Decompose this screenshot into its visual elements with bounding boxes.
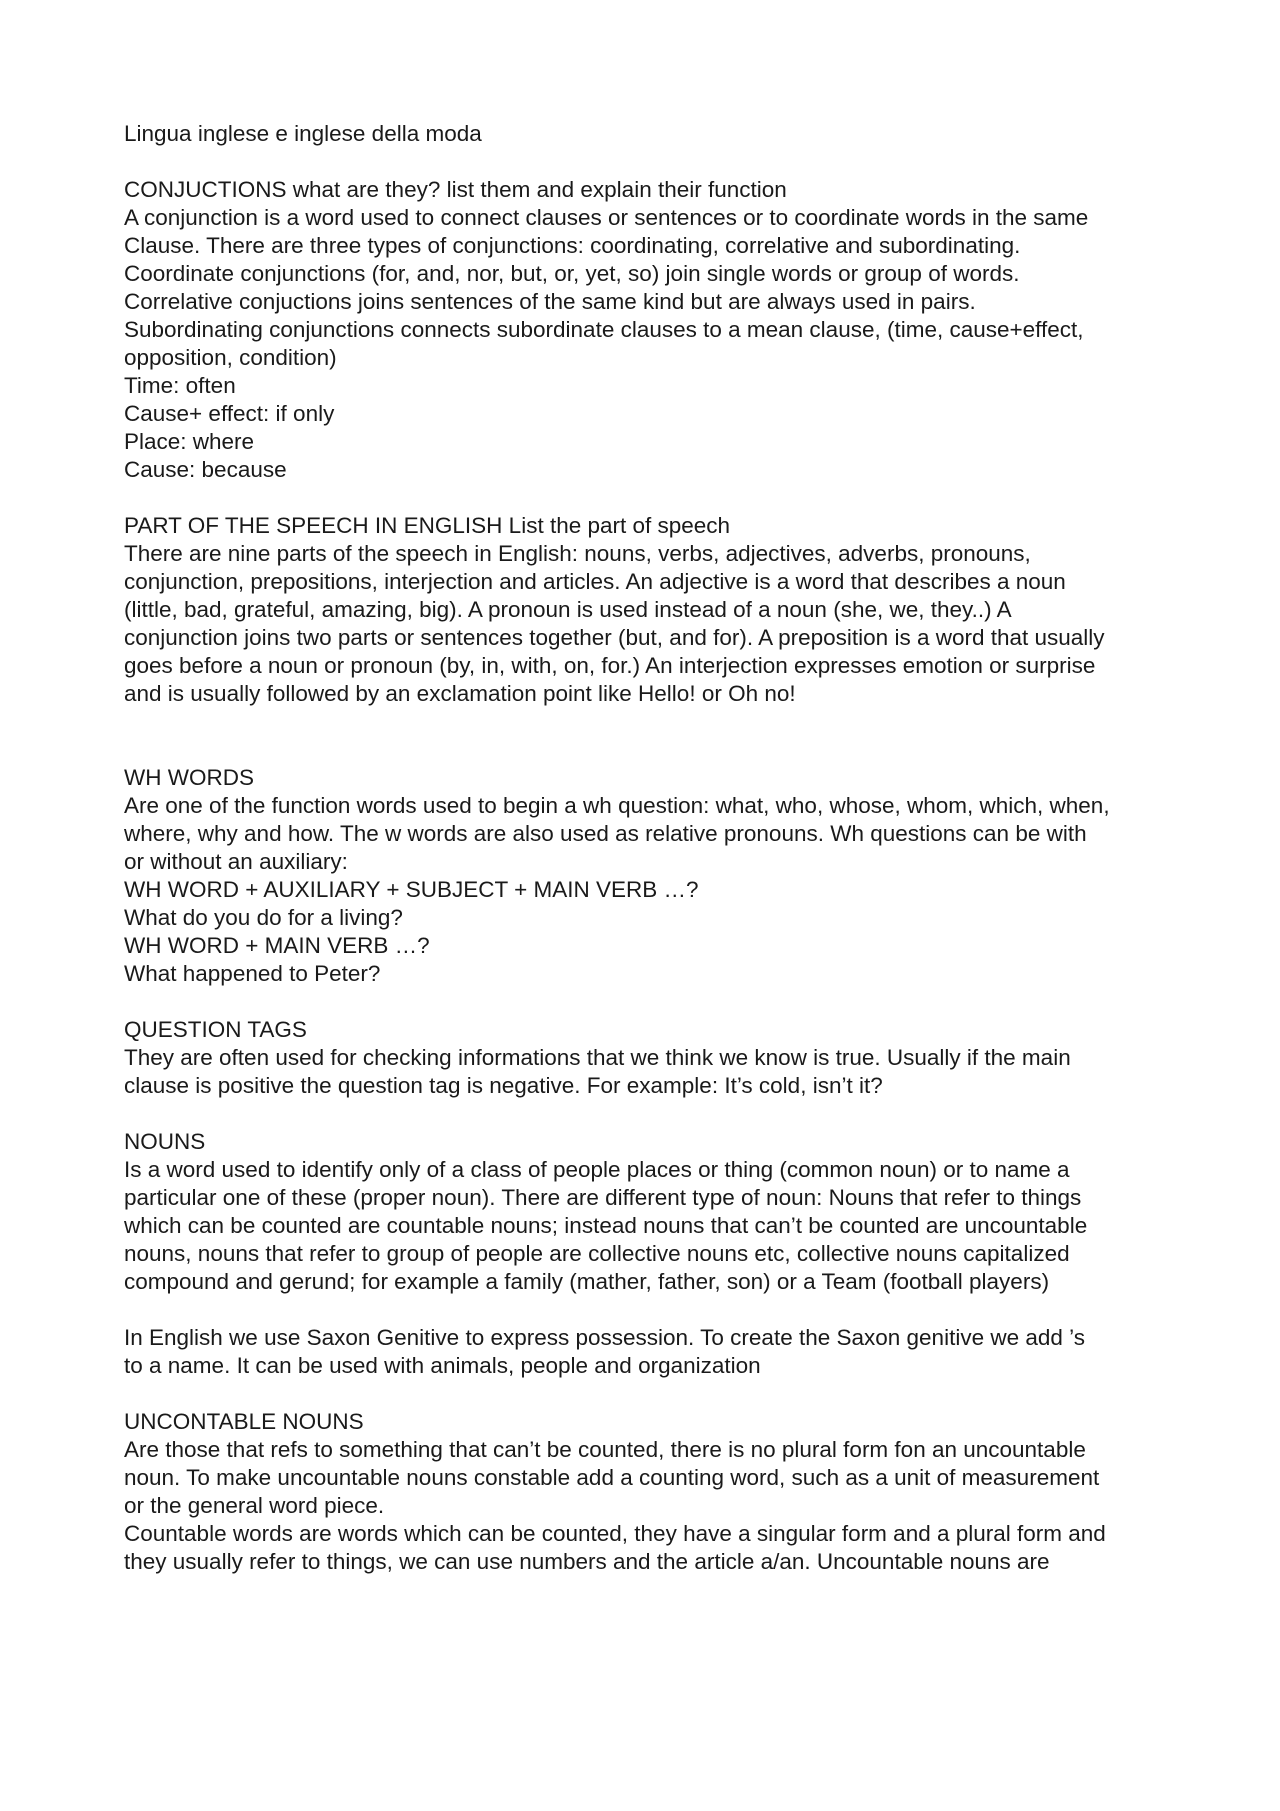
text-line: and is usually followed by an exclamation point like Hello! or Oh no! [124,681,796,706]
spacer [124,988,1169,1016]
text-line: goes before a noun or pronoun (by, in, with, on, for.) An interjection expresses emotion or surprise [124,653,1096,678]
text-line: compound and gerund; for example a family (mather, father, son) or a Team (football players) [124,1269,1050,1294]
text-line: noun. To make uncountable nouns constable add a counting word, such as a unit of measurement [124,1465,1100,1490]
spacer [124,708,1169,764]
text-line: conjunction, prepositions, interjection and articles. An adjective is a word that describes a noun [124,569,1066,594]
text-line: nouns, nouns that refer to group of people are collective nouns etc, collective nouns capitalized [124,1241,1070,1266]
text-line: or the general word piece. [124,1493,385,1518]
text-line: particular one of these (proper noun). There are different type of noun: Nouns that refer to things [124,1185,1082,1210]
section-heading: WH WORDS [124,765,254,790]
text-line: Are one of the function words used to begin a wh question: what, who, whose, whom, which, when, [124,793,1110,818]
spacer [124,484,1169,512]
text-line: WH WORD + AUXILIARY + SUBJECT + MAIN VERB …? [124,877,699,902]
text-line: Clause. There are three types of conjunctions: coordinating, correlative and subordinating. [124,233,1021,258]
section-nouns [124,1128,1169,1296]
text-line: Subordinating conjunctions connects subordinate clauses to a mean clause, (time, cause+effect, [124,317,1084,342]
text-line: A conjunction is a word used to connect clauses or sentences or to coordinate words in the same [124,205,1089,230]
text-line: Cause: because [124,457,287,482]
text-line: Correlative conjuctions joins sentences of the same kind but are always used in pairs. [124,289,976,314]
text-line: There are nine parts of the speech in English: nouns, verbs, adjectives, adverbs, pronouns, [124,541,1031,566]
text-line: to a name. It can be used with animals, people and organization [124,1353,761,1378]
text-line: or without an auxiliary: [124,849,348,874]
document-title: Lingua inglese e inglese della moda [124,121,482,146]
text-line: opposition, condition) [124,345,337,370]
text-line: they usually refer to things, we can use numbers and the article a/an. Uncountable nouns are [124,1549,1050,1574]
section-parts-of-speech [124,512,1169,708]
text-line: In English we use Saxon Genitive to express possession. To create the Saxon genitive we add ’s [124,1325,1085,1350]
text-line: Is a word used to identify only of a class of people places or thing (common noun) or to name a [124,1157,1070,1182]
text-line: Coordinate conjunctions (for, and, nor, but, or, yet, so) join single words or group of words. [124,261,1020,286]
section-heading: PART OF THE SPEECH IN ENGLISH List the part of speech [124,513,731,538]
section-wh-words [124,764,1169,988]
text-line: WH WORD + MAIN VERB …? [124,933,430,958]
section-heading: CONJUCTIONS what are they? list them and explain their function [124,177,787,202]
text-line: which can be counted are countable nouns; instead nouns that can’t be counted are uncountable [124,1213,1088,1238]
text-line: conjunction joins two parts or sentences together (but, and for). A preposition is a word that usually [124,625,1105,650]
section-question-tags [124,1016,1169,1100]
text-line: Countable words are words which can be counted, they have a singular form and a plural form and [124,1521,1106,1546]
spacer [124,1100,1169,1128]
text-line: What happened to Peter? [124,961,381,986]
text-line: where, why and how. The w words are also used as relative pronouns. Wh questions can be with [124,821,1087,846]
text-line: Cause+ effect: if only [124,401,335,426]
spacer [124,1296,1169,1324]
section-conjunctions [124,176,1169,484]
section-heading: UNCONTABLE NOUNS [124,1409,364,1434]
section-uncountable-nouns [124,1408,1169,1576]
section-heading: QUESTION TAGS [124,1017,307,1042]
spacer [124,1380,1169,1408]
section-saxon-genitive [124,1324,1169,1380]
document-page [124,120,1169,1576]
text-line: Are those that refs to something that can’t be counted, there is no plural form fon an uncountable [124,1437,1086,1462]
text-line: What do you do for a living? [124,905,403,930]
section-heading: NOUNS [124,1129,206,1154]
text-line: Place: where [124,429,255,454]
text-line: (little, bad, grateful, amazing, big). A pronoun is used instead of a noun (she, we, they..) A [124,597,1012,622]
text-line: Time: often [124,373,236,398]
text-line: They are often used for checking informations that we think we know is true. Usually if the main [124,1045,1071,1070]
text-line: clause is positive the question tag is negative. For example: It’s cold, isn’t it? [124,1073,883,1098]
